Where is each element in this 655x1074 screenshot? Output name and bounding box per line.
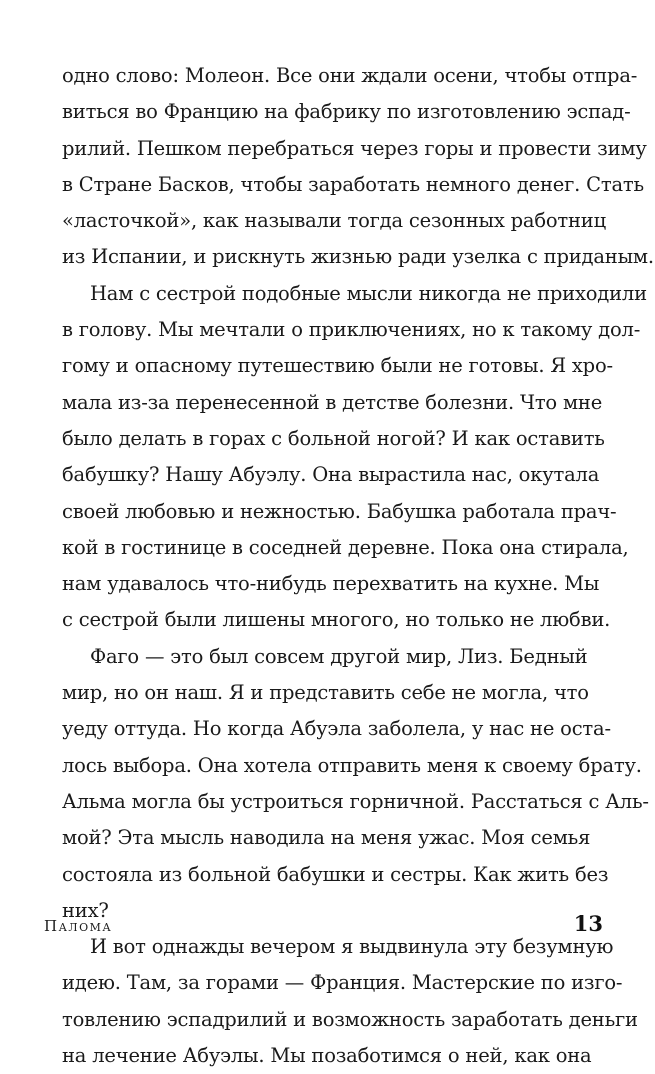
- text-line: нам удавалось что-нибудь перехватить на кухне. Мы: [62, 572, 600, 596]
- text-line: мир, но он наш. Я и представить себе не могла, что: [62, 681, 589, 705]
- text-line: кой в гостинице в соседней деревне. Пока она стирала,: [62, 535, 629, 559]
- text-line: одно слово: Молеон. Все они ждали осени, чтобы отпра-: [62, 64, 638, 87]
- page-number: 13: [573, 911, 603, 936]
- paragraph: [62, 276, 647, 639]
- text-line: товлению эспадрилий и возможность заработать деньги: [62, 1007, 638, 1031]
- text-line: Нам с сестрой подобные мысли никогда не приходили: [90, 281, 647, 305]
- text-line: из Испании, и рискнуть жизнью ради узелка с приданым.: [62, 245, 654, 269]
- running-title: Палома: [44, 917, 113, 935]
- text-line: мой? Эта мысль наводила на меня ужас. Моя семья: [62, 826, 591, 850]
- text-line: лось выбора. Она хотела отправить меня к своему брату.: [62, 753, 642, 777]
- text-line: бабушку? Нашу Абуэлу. Она вырастила нас, окутала: [62, 463, 600, 487]
- text-line: Фаго — это был совсем другой мир, Лиз. Бедный: [90, 644, 588, 668]
- text-line: Альма могла бы устроиться горничной. Расстаться с Аль-: [62, 789, 649, 813]
- text-line: «ласточкой», как называли тогда сезонных работниц: [62, 209, 606, 233]
- text-line: И вот однажды вечером я выдвинула эту безумную: [90, 935, 614, 959]
- paragraph: [62, 929, 638, 1074]
- text-line: уеду оттуда. Но когда Абуэла заболела, у нас не оста-: [62, 717, 611, 741]
- text-line: на лечение Абуэлы. Мы позаботимся о ней, как она: [62, 1044, 592, 1068]
- text-line: гому и опасному путешествию были не готовы. Я хро-: [62, 354, 613, 378]
- paragraph: [62, 58, 654, 276]
- text-line: рилий. Пешком перебраться через горы и провести зиму: [62, 136, 647, 160]
- text-line: с сестрой были лишены многого, но только не любви.: [62, 608, 611, 632]
- text-line: идею. Там, за горами — Франция. Мастерские по изго-: [62, 971, 623, 995]
- text-line: своей любовью и нежностью. Бабушка работала прач-: [62, 499, 617, 523]
- text-line: виться во Францию на фабрику по изготовлению эспад-: [62, 100, 631, 124]
- text-line: было делать в горах с больной ногой? И как оставить: [62, 426, 605, 450]
- text-line: в Стране Басков, чтобы заработать немного денег. Стать: [62, 172, 644, 196]
- text-line: них?: [62, 898, 109, 922]
- text-line: в голову. Мы мечтали о приключениях, но к такому дол-: [62, 318, 641, 342]
- text-line: состояла из больной бабушки и сестры. Как жить без: [62, 862, 609, 886]
- text-line: мала из-за перенесенной в детстве болезни. Что мне: [62, 390, 603, 414]
